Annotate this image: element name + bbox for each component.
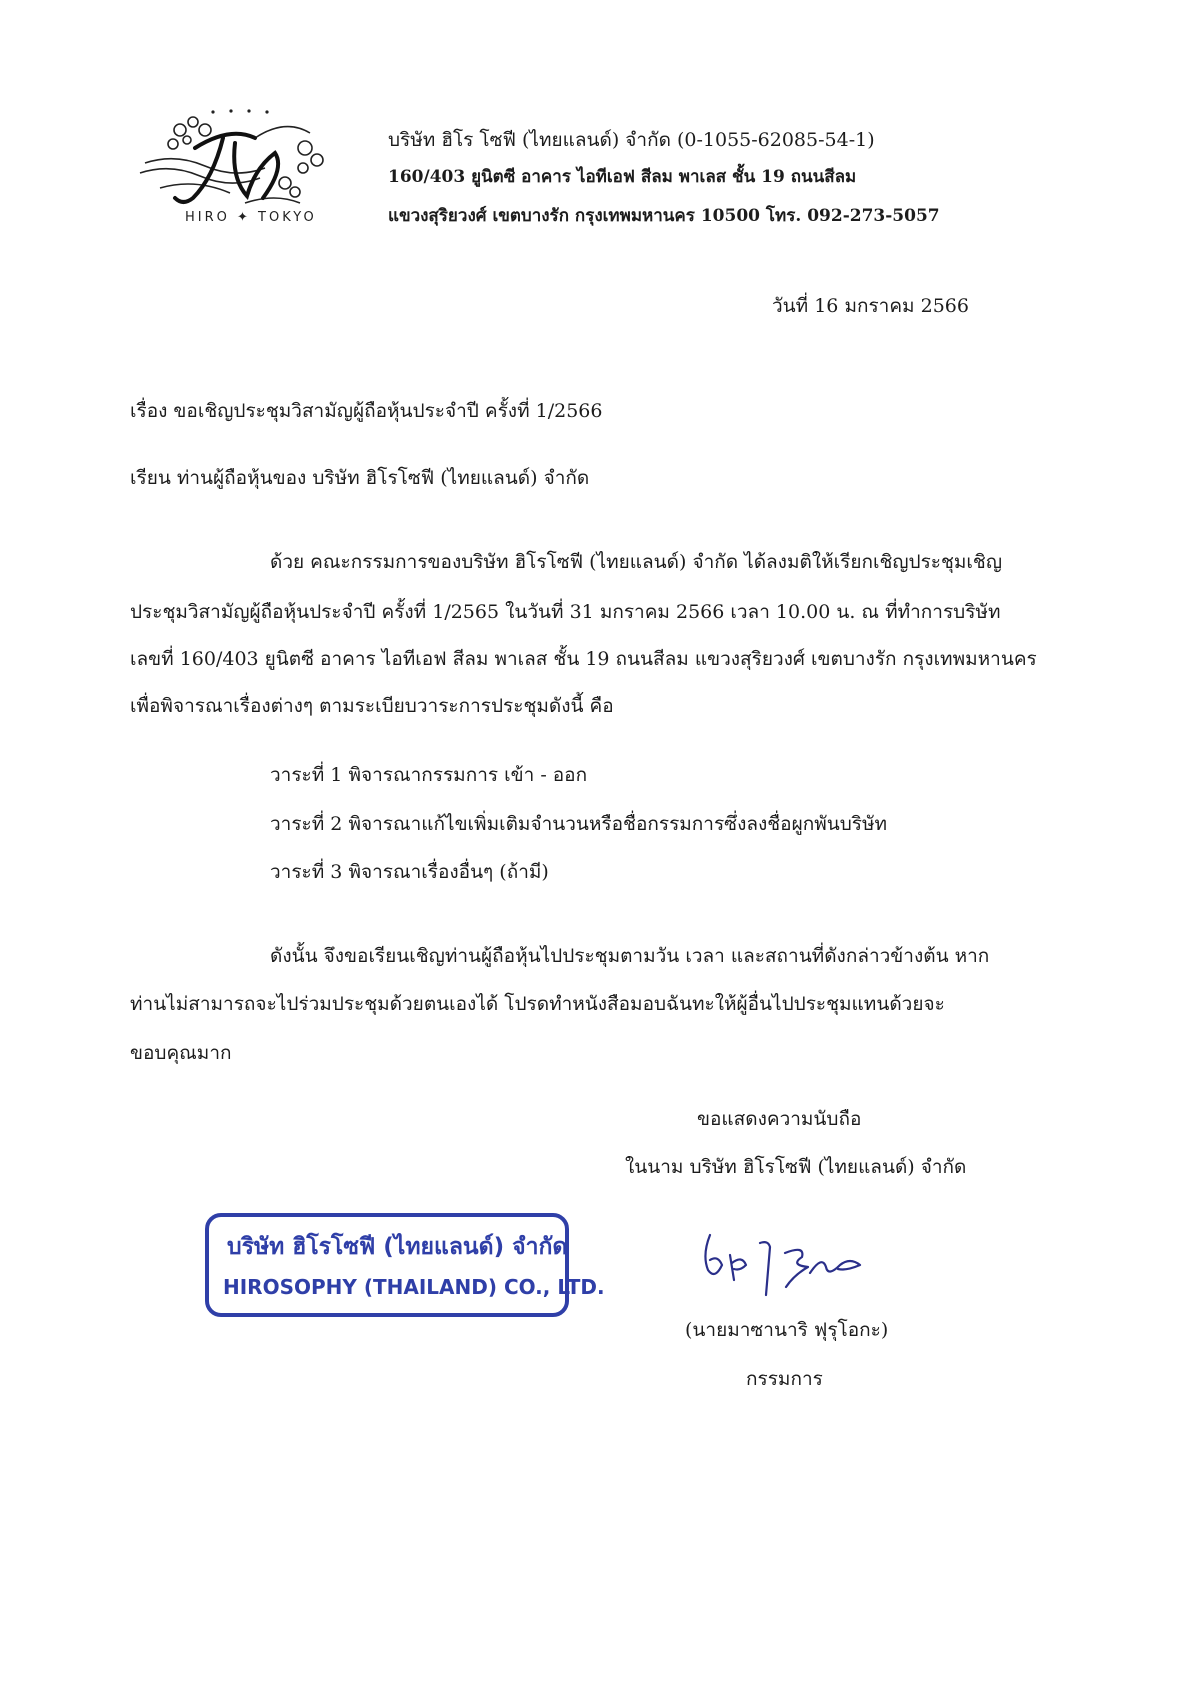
signer-name: (นายมาซานาริ ฟุรุโอกะ) — [685, 1319, 889, 1341]
body-paragraph-2-line-1: ดังนั้น จึงขอเรียนเชิญท่านผู้ถือหุ้นไปประชุมตามวัน เวลา และสถานที่ดังกล่าวข้างต้น หาก — [270, 945, 990, 967]
signer-title: กรรมการ — [746, 1368, 823, 1390]
company-stamp — [205, 1213, 605, 1317]
stamp-thai-name: บริษัท ฮิโรโซฟี (ไทยแลนด์) จำกัด — [227, 1234, 568, 1260]
recipient-line: เรียน ท่านผู้ถือหุ้นของ บริษัท ฮิโรโซฟี (ไทยแลนด์) จำกัด — [130, 467, 590, 489]
body-paragraph-2-line-2: ท่านไม่สามารถจะไปร่วมประชุมด้วยตนเองได้ โปรดทำหนังสือมอบฉันทะให้ผู้อื่นไปประชุมแทนด้วยจะ — [130, 993, 945, 1015]
letter-date: วันที่ 16 มกราคม 2566 — [772, 295, 969, 317]
address-line-1: 160/403 ยูนิตซี อาคาร ไอทีเอฟ สีลม พาเลส ชั้น 19 ถนนสีลม — [388, 167, 857, 187]
logo-wordmark: HIRO ✦ TOKYO — [185, 210, 317, 225]
stamp-english-name: HIROSOPHY (THAILAND) CO., LTD. — [223, 1275, 605, 1299]
body-paragraph-1-line-3: เลขที่ 160/403 ยูนิตซี อาคาร ไอทีเอฟ สีลม พาเลส ชั้น 19 ถนนสีลม แขวงสุริยวงศ์ เขตบางรัก กรุงเทพมหานคร — [130, 648, 1037, 670]
agenda-item-2: วาระที่ 2 พิจารณาแก้ไขเพิ่มเติมจำนวนหรือชื่อกรรมการซึ่งลงชื่อผูกพันบริษัท — [270, 813, 888, 835]
subject-line: เรื่อง ขอเชิญประชุมวิสามัญผู้ถือหุ้นประจำปี ครั้งที่ 1/2566 — [130, 400, 603, 422]
closing-salutation: ขอแสดงความนับถือ — [697, 1108, 862, 1130]
agenda-item-1: วาระที่ 1 พิจารณากรรมการ เข้า - ออก — [270, 764, 588, 786]
body-paragraph-2-line-3: ขอบคุณมาก — [130, 1042, 232, 1064]
body-paragraph-1-line-4: เพื่อพิจารณาเรื่องต่างๆ ตามระเบียบวาระการประชุมดังนี้ คือ — [130, 695, 614, 717]
agenda-item-3: วาระที่ 3 พิจารณาเรื่องอื่นๆ (ถ้ามี) — [270, 861, 549, 883]
handwritten-signature — [690, 1225, 890, 1305]
body-paragraph-1-line-1: ด้วย คณะกรรมการของบริษัท ฮิโรโซฟี (ไทยแลนด์) จำกัด ได้ลงมติให้เรียกเชิญประชุมเชิญ — [270, 551, 1003, 573]
address-line-2: แขวงสุริยวงศ์ เขตบางรัก กรุงเทพมหานคร 10500 โทร. 092-273-5057 — [388, 206, 940, 226]
company-name-line: บริษัท ฮิโร โซฟี (ไทยแลนด์) จำกัด (0-1055-62085-54-1) — [388, 129, 875, 151]
on-behalf-line: ในนาม บริษัท ฮิโรโซฟี (ไทยแลนด์) จำกัด — [625, 1156, 967, 1178]
body-paragraph-1-line-2: ประชุมวิสามัญผู้ถือหุ้นประจำปี ครั้งที่ 1/2565 ในวันที่ 31 มกราคม 2566 เวลา 10.00 น. ณ ที่ทำการบริษัท — [130, 601, 1001, 623]
